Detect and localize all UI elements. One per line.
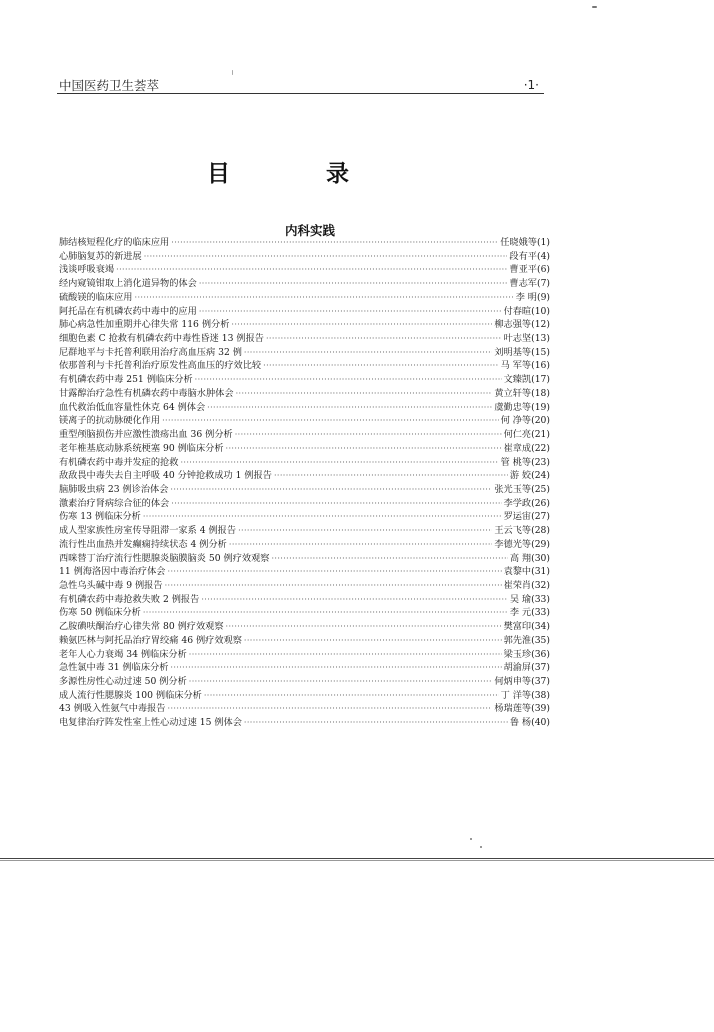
toc-entry [59,456,550,470]
dot-leader [135,291,514,305]
entry-page: (26) [531,497,550,509]
header-rule [57,93,544,94]
entry-title: 赖氨匹林与阿托品治疗胃绞痛 46 例疗效观察 [59,634,242,646]
entry-page: (37) [531,662,550,674]
running-header [57,75,543,93]
dot-leader [116,263,507,277]
entry-author: 杨瑞莲等 [494,703,532,715]
entry-page: (31) [531,566,550,578]
dot-leader [271,552,507,566]
entry-author: 付春暄 [503,305,532,317]
entry-page: (22) [531,442,550,454]
dot-leader [207,401,492,415]
entry-page: (21) [531,429,550,441]
entry-author: 何炳申等 [494,676,532,687]
entry-author: 樊富印 [503,621,532,633]
entry-author: 丁 洋等 [500,689,532,701]
dot-leader [266,332,502,346]
dot-leader [201,593,508,607]
dot-leader [274,469,508,483]
toc-entry [59,648,550,662]
dot-leader [168,565,502,579]
entry-title: 伤寒 13 例临床分析 [59,511,141,523]
dot-leader [143,606,508,620]
entry-page: (30) [531,552,550,564]
dot-leader [165,579,502,593]
entry-author: 曹志军 [509,278,537,290]
entry-title: 流行性出血热并发癫痫持续状态 4 例分析 [59,538,227,550]
entry-page: (39) [531,703,550,715]
entry-title: 老年椎基底动脉系统梗塞 90 例临床分析 [59,442,224,454]
entry-author: 何仁亮 [503,429,532,441]
scan-speck [592,6,597,8]
entry-author: 刘明基等 [494,346,532,358]
dot-leader [199,277,508,291]
dot-leader [199,305,502,319]
entry-title: 多源性房性心动过速 50 例分析 [59,676,187,687]
toc-entry [59,387,550,401]
entry-title: 浅谈呼吸衰竭 [59,264,115,276]
entry-page: (15) [531,346,550,358]
toc-entry [59,634,550,648]
dot-leader [231,318,492,332]
entry-page: (12) [531,319,550,331]
dot-leader [168,702,493,716]
entry-page: (1) [536,237,550,248]
entry-author: 文臻凯 [503,374,532,386]
entry-page: (19) [531,401,550,413]
entry-page: (7) [536,278,550,290]
entry-page: (38) [531,689,550,701]
bottom-scan-line-secondary [0,860,714,861]
entry-page: (9) [536,291,550,303]
dot-leader [189,648,502,662]
entry-title: 细胞色素 C 抢救有机磷农药中毒性昏迷 13 例报告 [59,333,264,345]
entry-page: (6) [536,264,550,276]
entry-author: 李德光等 [494,538,532,550]
toc-entry [59,469,550,483]
dot-leader [180,456,498,470]
dot-leader [263,359,499,373]
entry-title: 11 例海洛因中毒治疗体会 [59,566,166,578]
toc-entry [59,497,550,511]
toc-entry [59,318,550,332]
toc-entry [59,277,550,291]
entry-author: 高 翔 [509,552,532,564]
toc-entry [59,414,550,428]
entry-title: 阿托品在有机磷农药中毒中的应用 [59,305,197,317]
toc-entry [59,359,550,373]
entry-title: 脑肺吸虫病 23 例诊治体会 [59,483,169,495]
entry-title: 有机磷农药中毒并发症的抢救 [59,456,179,468]
toc-entry [59,510,550,524]
entry-author: 郭先淮 [503,634,532,646]
entry-page: (18) [531,387,550,399]
entry-page: (33) [531,593,550,605]
toc-entry [59,401,550,415]
entry-page: (40) [531,717,550,729]
entry-page: (29) [531,538,550,550]
scan-speck [480,846,482,848]
toc-entry [59,236,550,250]
entry-title: 有机磷农药中毒抢救失败 2 例报告 [59,593,200,605]
entry-author: 张光玉等 [494,483,532,495]
toc-entry [59,346,550,360]
entry-title: 肺心病急性加重期并心律失常 116 例分析 [59,319,230,331]
entry-page: (27) [531,511,550,523]
entry-title: 肺结核短程化疗的临床应用 [59,237,170,248]
journal-name: 中国医药卫生荟萃 [59,78,160,93]
entry-page: (13) [531,333,550,345]
entry-author: 马 军等 [500,360,532,372]
dot-leader [238,524,492,538]
toc-entry [59,263,550,277]
scan-speck [232,70,233,75]
entry-page: (33) [531,607,550,619]
dot-leader [171,497,501,511]
toc-entry [59,483,550,497]
toc-entry [59,291,550,305]
entry-author: 黄立轩等 [494,387,532,399]
entry-author: 罗运宙 [503,511,532,523]
toc-entry [59,552,550,566]
dot-leader [171,236,498,250]
entry-page: (23) [531,456,550,468]
entry-author: 李学政 [503,497,532,509]
entry-title: 甘露醇治疗急性有机磷农药中毒脑水肿体会 [59,387,234,399]
entry-page: (10) [531,305,550,317]
toc-entry [59,716,550,730]
entry-title: 成人型家族性房室传导阻滞一家系 4 例报告 [59,525,237,537]
dot-leader [143,510,502,524]
dot-leader [144,250,508,264]
toc-entry [59,332,550,346]
entry-title: 43 例吸入性氨气中毒报告 [59,703,166,715]
toc-entry [59,675,550,689]
dot-leader [195,373,502,387]
entry-title: 经内窥镜钳取上消化道异物的体会 [59,278,197,290]
toc-entry [59,373,550,387]
dot-leader [162,414,499,428]
entry-title: 电复律治疗阵发性室上性心动过速 15 例体会 [59,717,242,729]
entry-page: (25) [531,483,550,495]
entry-author: 李 元 [509,607,532,619]
entry-author: 段有平 [509,250,537,262]
toc-entry [59,428,550,442]
toc-entry [59,250,550,264]
entry-title: 急性氯中毒 31 例临床分析 [59,662,169,674]
dot-leader [226,442,502,456]
dot-leader [236,387,493,401]
entry-author: 梁玉珍 [503,648,532,660]
entry-author: 何 净等 [500,415,532,427]
entry-author: 袁黎中 [503,566,532,578]
entry-author: 鲁 杨 [509,717,532,729]
entry-author: 游 姣 [509,470,532,482]
toc-entry [59,702,550,716]
entry-author: 崔荣肖 [503,579,532,591]
entry-author: 李 明 [515,291,537,303]
toc-entry [59,538,550,552]
entry-page: (28) [531,525,550,537]
entry-title: 心肺脑复苏的新进展 [59,250,142,262]
bottom-scan-line [0,858,714,859]
entry-author: 虞勤忠等 [494,401,532,413]
entry-author: 崔章成 [503,442,532,454]
entry-title: 伤寒 50 例临床分析 [59,607,141,619]
dot-leader [170,483,492,497]
dot-leader [189,675,493,689]
entry-title: 有机磷农药中毒 251 例临床分析 [59,374,193,386]
entry-page: (37) [531,676,550,687]
entry-title: 尼群地平与卡托普利联用治疗高血压病 32 例 [59,346,242,358]
entry-page: (36) [531,648,550,660]
entry-author: 王云飞等 [494,525,532,537]
toc-entry [59,565,550,579]
entry-page: (16) [531,360,550,372]
section-heading: 内科实践 [284,223,335,238]
entry-title: 血代救治低血容量性休克 64 例体会 [59,401,206,413]
table-of-contents [59,236,550,730]
entry-author: 吴 瑜 [509,593,532,605]
page-number: ·1· [523,78,539,92]
entry-title: 急性乌头碱中毒 9 例报告 [59,579,163,591]
entry-title: 依那普利与卡托普利治疗原发性高血压的疗效比较 [59,360,262,372]
entry-title: 敌敌畏中毒失去自主呼吸 40 分钟抢救成功 1 例报告 [59,470,272,482]
entry-page: (35) [531,634,550,646]
dot-leader [226,620,502,634]
entry-page: (17) [531,374,550,386]
entry-page: (20) [531,415,550,427]
entry-title: 镁离子的抗动脉硬化作用 [59,415,161,427]
entry-author: 柳志强等 [494,319,532,331]
toc-entry [59,606,550,620]
entry-page: (24) [531,470,550,482]
entry-author: 曹亚平 [509,264,537,276]
entry-page: (34) [531,621,550,633]
toc-entry [59,661,550,675]
entry-page: (32) [531,579,550,591]
entry-page: (4) [536,250,550,262]
dot-leader [235,428,502,442]
scan-speck [470,838,472,840]
toc-entry [59,593,550,607]
dot-leader [244,346,492,360]
entry-title: 乙胺碘呋酮治疗心律失常 80 例疗效观察 [59,621,224,633]
entry-title: 西咪替丁治疗流行性腮腺炎脑膜脑炎 50 例疗效观察 [59,552,270,564]
toc-entry [59,305,550,319]
dot-leader [244,716,508,730]
entry-author: 任晓娥等 [500,237,537,248]
dot-leader [204,689,499,703]
page-title: 目 录 [206,161,393,187]
entry-title: 成人流行性腮腺炎 100 例临床分析 [59,689,202,701]
dot-leader [244,634,502,648]
entry-title: 激素治疗肾病综合征的体会 [59,497,170,509]
entry-author: 胡渝屏 [503,662,532,674]
toc-entry [59,579,550,593]
toc-entry [59,620,550,634]
dot-leader [229,538,493,552]
entry-author: 管 桃等 [500,456,532,468]
entry-title: 老年人心力衰竭 34 例临床分析 [59,648,187,660]
toc-entry [59,524,550,538]
toc-entry [59,442,550,456]
toc-entry [59,689,550,703]
dot-leader [170,661,501,675]
entry-title: 重型颅脑损伤并应激性溃疡出血 36 例分析 [59,429,233,441]
entry-author: 叶志坚 [503,333,532,345]
entry-title: 硫酸镁的临床应用 [59,291,133,303]
